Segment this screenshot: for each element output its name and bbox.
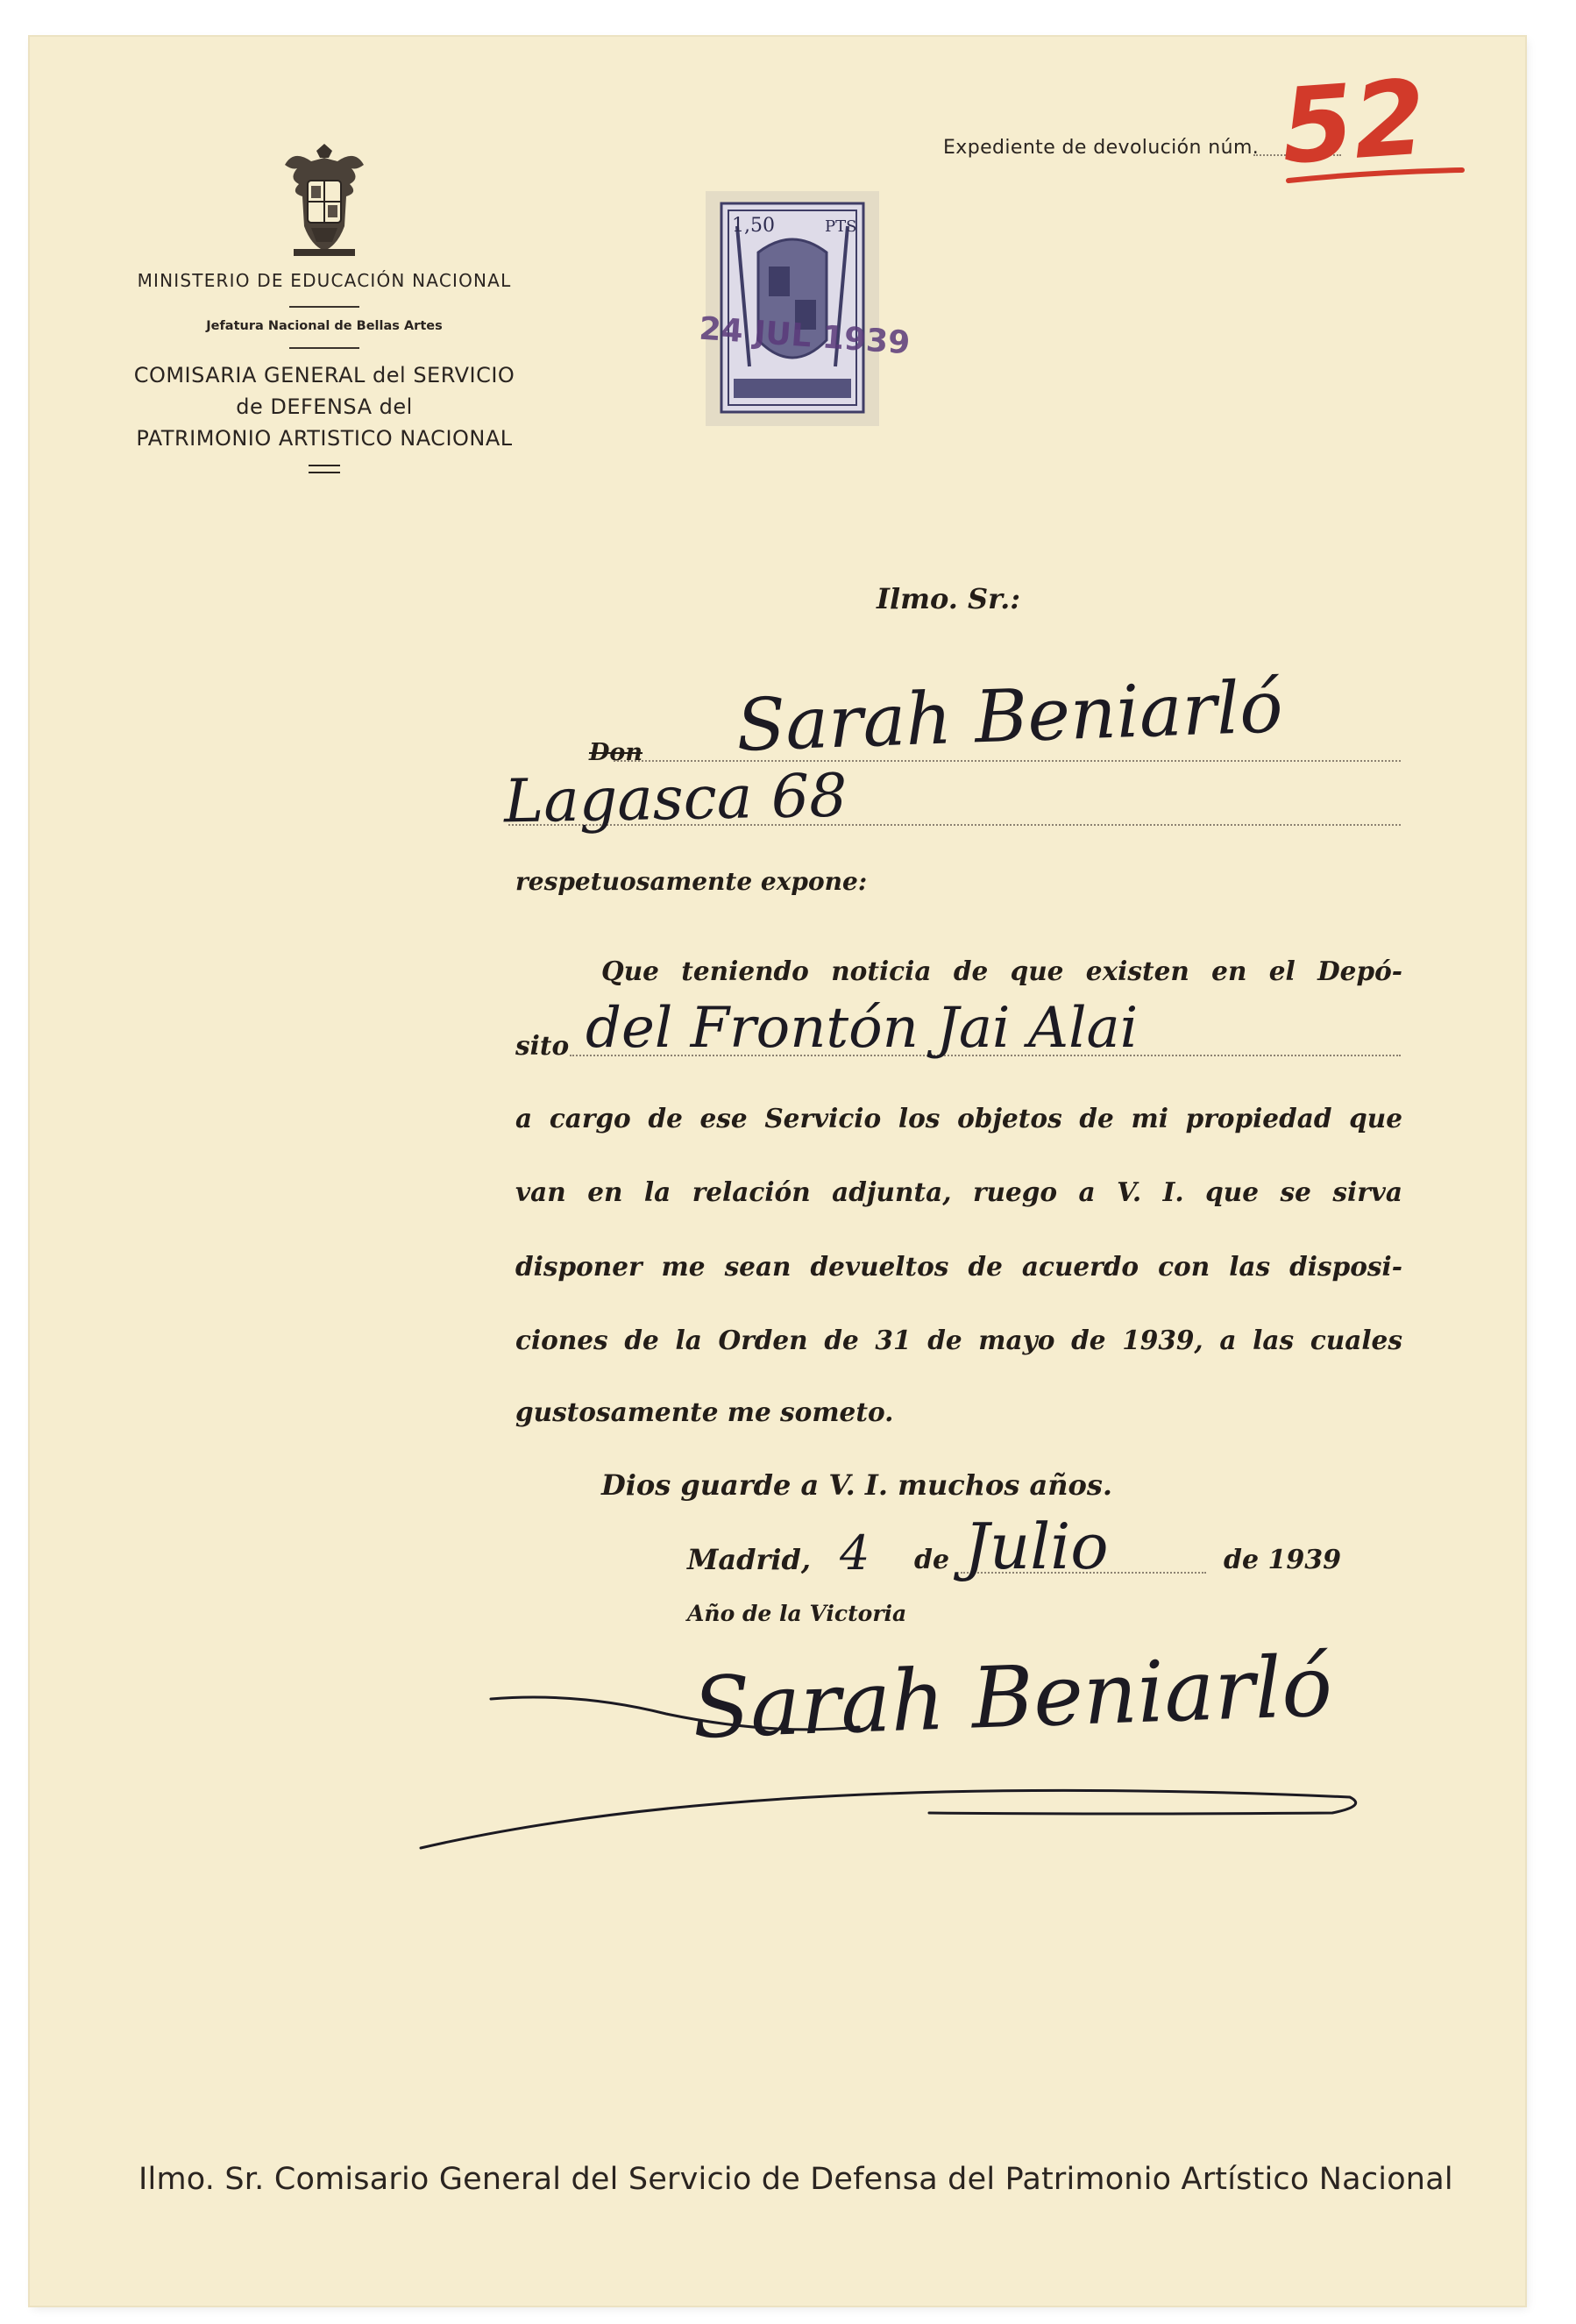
paragraph-line-2 [515, 1103, 1402, 1134]
paragraph-word: se [1280, 1176, 1311, 1207]
address-handwritten: Lagasca 68 [503, 761, 848, 837]
paragraph-word: de [968, 1251, 1003, 1282]
paragraph-word: ciones [515, 1325, 608, 1355]
paragraph-word: la [643, 1176, 671, 1207]
closing-formula: Dios guarde a V. I. muchos años. [601, 1468, 1113, 1502]
paragraph-word: Depó- [1317, 956, 1402, 986]
paragraph-word: mayo [978, 1325, 1055, 1355]
paragraph-word: a [1219, 1325, 1237, 1355]
comisaria-heading-line3: PATRIMONIO ARTISTICO NACIONAL [136, 426, 513, 451]
stamp-postmark: 24 JUL 1939 [698, 310, 912, 362]
paragraph-word: relación [692, 1176, 811, 1207]
header-divider [289, 347, 359, 349]
ano-de-la-victoria: Año de la Victoria [687, 1601, 907, 1626]
addressee-footer: Ilmo. Sr. Comisario General del Servicio de Defensa del Patrimonio Artístico Nacional [138, 2162, 1453, 2197]
paragraph-word: devueltos [810, 1251, 949, 1282]
paragraph-word: de [927, 1325, 962, 1355]
red-pencil-underline [1285, 167, 1466, 186]
paragraph-word: mi [1131, 1103, 1168, 1134]
paragraph-word: a [515, 1103, 533, 1134]
paragraph-word: objetos [957, 1103, 1062, 1134]
paragraph-word: Que [601, 956, 659, 986]
coat-of-arms-icon [276, 139, 373, 261]
jefatura-heading: Jefatura Nacional de Bellas Artes [206, 319, 443, 333]
salutation: Ilmo. Sr.: [877, 582, 1021, 615]
paragraph-line-3 [515, 1176, 1402, 1207]
paragraph-word: I. [1162, 1176, 1184, 1207]
signature: Sarah Beniarló [691, 1637, 1334, 1758]
comisaria-heading-line1: COMISARIA GENERAL del SERVICIO [133, 363, 515, 387]
paragraph-word: 1939, [1122, 1325, 1203, 1355]
don-label: Don [589, 739, 643, 766]
paragraph-word: de [624, 1325, 659, 1355]
paragraph-word: propiedad [1185, 1103, 1332, 1134]
paragraph-word: de [824, 1325, 859, 1355]
expone-line: respetuosamente expone: [515, 867, 868, 896]
revenue-stamp [698, 191, 912, 426]
paragraph-word: de [1071, 1325, 1106, 1355]
paragraph-line-5 [515, 1325, 1402, 1355]
ministry-heading: MINISTERIO DE EDUCACIÓN NACIONAL [137, 270, 512, 291]
paragraph-word: las [1229, 1251, 1271, 1282]
paragraph-word: ese [699, 1103, 748, 1134]
stamp-value-left: 1,50 [732, 215, 775, 237]
header-double-rule [309, 465, 340, 473]
paragraph-line-4 [515, 1251, 1402, 1282]
paragraph-word: el [1268, 956, 1296, 986]
paragraph-word: adjunta, [832, 1176, 952, 1207]
paragraph-word: que [1349, 1103, 1402, 1134]
paragraph-word: a [1078, 1176, 1096, 1207]
paragraph-word: V. [1117, 1176, 1142, 1207]
stamp-value-right: PTS [825, 217, 857, 236]
paragraph-word: van [515, 1176, 566, 1207]
paragraph-word: las [1253, 1325, 1295, 1355]
paragraph-word: disposi- [1289, 1251, 1402, 1282]
paragraph-word: noticia [831, 956, 932, 986]
paragraph-word: acuerdo [1021, 1251, 1139, 1282]
paragraph-word: ruego [972, 1176, 1058, 1207]
paragraph-word: en [587, 1176, 623, 1207]
name-dotted-line [614, 760, 1401, 762]
year-label: de 1939 [1224, 1545, 1342, 1575]
sito-label: sito [515, 1030, 570, 1061]
deposit-handwritten: del Frontón Jai Alai [586, 996, 1139, 1061]
paragraph-word: me [661, 1251, 706, 1282]
paragraph-word: cuales [1310, 1325, 1402, 1355]
paragraph-word: de [953, 956, 989, 986]
applicant-name-handwritten: Sarah Beniarló [735, 665, 1284, 768]
date-de-label: de [914, 1545, 950, 1575]
paragraph-word: sirva [1332, 1176, 1402, 1207]
paragraph-line-6: gustosamente me someto. [515, 1397, 894, 1427]
comisaria-heading-line2: de DEFENSA del [236, 394, 413, 419]
paragraph-word: que [1010, 956, 1064, 986]
paragraph-word: de [648, 1103, 683, 1134]
paragraph-word: disponer [515, 1251, 642, 1282]
paragraph-word: Orden [718, 1325, 808, 1355]
expediente-label: Expediente de devolución núm. [943, 137, 1260, 159]
paragraph-word: 31 [875, 1325, 912, 1355]
month-handwritten: Julio [964, 1510, 1109, 1583]
paragraph-line-1 [601, 956, 1402, 986]
expediente-number: 52 [1277, 56, 1430, 188]
header-divider [289, 306, 359, 308]
paragraph-word: sean [724, 1251, 792, 1282]
paragraph-word: los [898, 1103, 941, 1134]
paragraph-word: existen [1085, 956, 1189, 986]
place-label: Madrid, [687, 1543, 812, 1576]
day-handwritten: 4 [840, 1525, 870, 1581]
paragraph-word: con [1158, 1251, 1210, 1282]
paragraph-word: cargo [549, 1103, 631, 1134]
paragraph-word: en [1211, 956, 1247, 986]
paragraph-word: la [675, 1325, 702, 1355]
paragraph-word: teniendo [681, 956, 809, 986]
paragraph-word: Servicio [764, 1103, 882, 1134]
paragraph-word: que [1205, 1176, 1260, 1207]
paragraph-word: de [1079, 1103, 1114, 1134]
